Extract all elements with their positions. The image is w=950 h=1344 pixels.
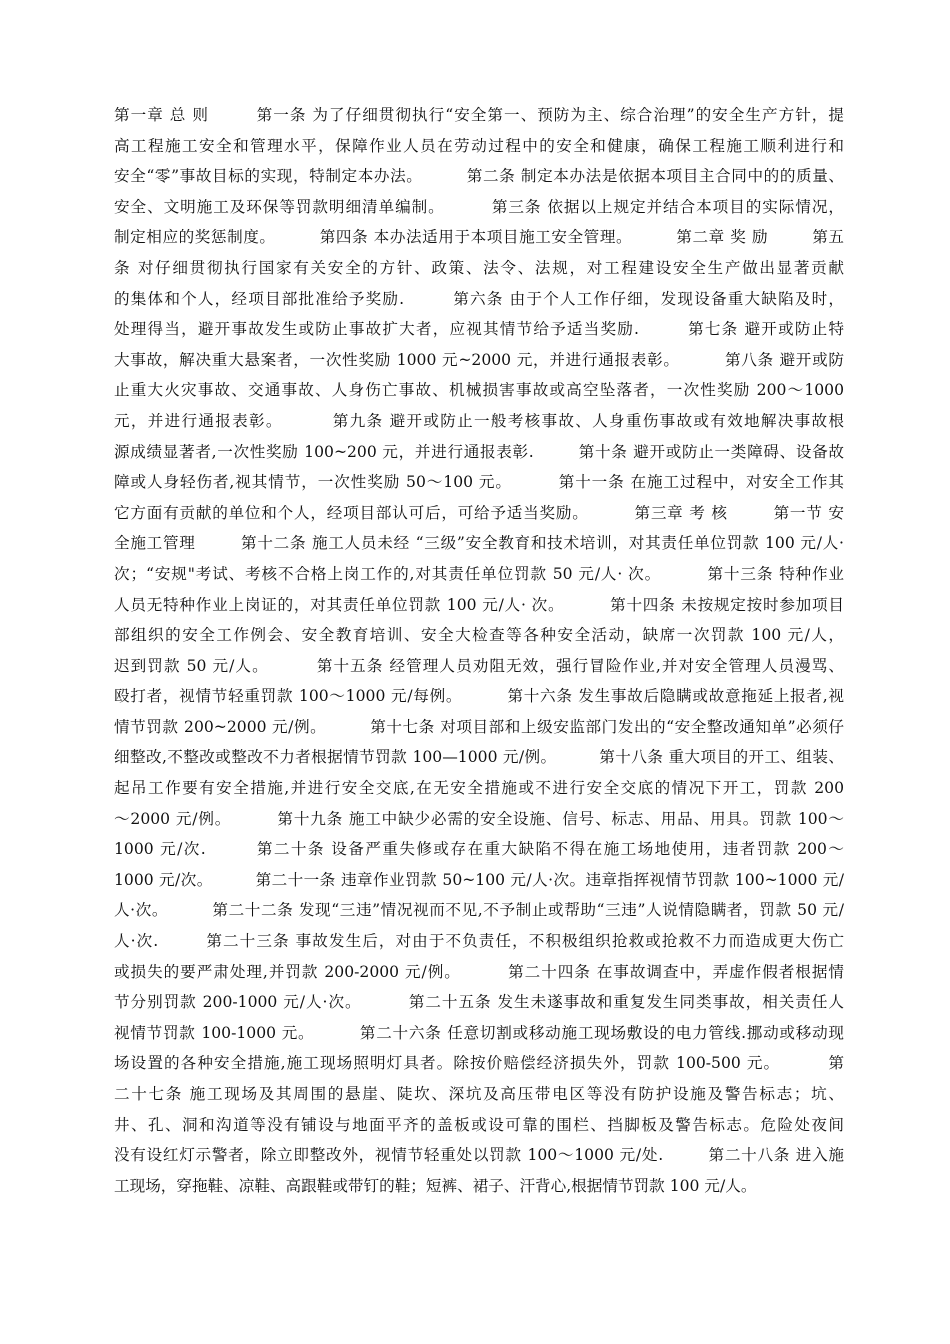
document-text-line: 视情节罚款 100-1000 元。 第二十六条 任意切割或移动施工现场敷设的电力管线.挪动或移动现 [114, 1023, 844, 1042]
document-text-line: 大事故，解决重大悬案者，一次性奖励 1000 元~2000 元，并进行通报表彰。 第八条 避开或防 [114, 350, 844, 369]
document-text-line: 人·次. 第二十三条 事故发生后，对由于不负责任，不积极组织抢救或抢救不力而造成更大伤亡 [114, 932, 844, 951]
document-text-line: 场设置的各种安全措施,施工现场照明灯具者。除按价赔偿经济损失外，罚款 100-500 元。 第 [114, 1054, 844, 1073]
document-body [114, 100, 844, 1201]
document-text-line: 情节罚款 200~2000 元/例。 第十七条 对项目部和上级安监部门发出的“安全整改通知单”必须仔 [114, 717, 844, 736]
document-text-line: 或损失的要严肃处理,并罚款 200-2000 元/例。 第二十四条 在事故调查中，弄虚作假者根据情 [114, 962, 844, 981]
document-text-line: 次；“安规"考试、考核不合格上岗工作的,对其责任单位罚款 50 元/人· 次。 第十三条 特种作业 [114, 564, 844, 583]
document-text-line: ～2000 元/例。 第十九条 施工中缺少必需的安全设施、信号、标志、用品、用具。罚款 100～ [114, 809, 844, 828]
document-text-line: 二十七条 施工现场及其周围的悬崖、陡坎、深坑及高压带电区等没有防护设施及警告标志；坑、 [114, 1085, 844, 1103]
document-text-line: 部组织的安全工作例会、安全教育培训、安全大检查等各种安全活动，缺席一次罚款 100 元/人， [114, 626, 844, 645]
document-text-line: 处理得当，避开事故发生或防止事故扩大者，应视其情节给予适当奖励. 第七条 避开或防止特 [114, 320, 844, 339]
document-text-line: 的集体和个人，经项目部批准给予奖励. 第六条 由于个人工作仔细，发现设备重大缺陷及时， [114, 289, 844, 308]
document-text-line: 节分别罚款 200-1000 元/人·次。 第二十五条 发生未遂事故和重复发生同类事故，相关责任人 [114, 993, 844, 1012]
document-text-line: 起吊工作要有安全措施,并进行安全交底,在无安全措施或不进行安全交底的情况下开工，罚款 200 [114, 779, 844, 798]
document-text-line: 安全“零”事故目标的实现，特制定本办法。 第二条 制定本办法是依据本项目主合同中的的质量、 [114, 167, 844, 186]
document-text-line: 迟到罚款 50 元/人。 第十五条 经管理人员劝阻无效，强行冒险作业,并对安全管理人员漫骂、 [114, 656, 844, 675]
document-text-line: 工现场，穿拖鞋、凉鞋、高跟鞋或带钉的鞋；短裤、裙子、汗背心,根据情节罚款 100 元/人。 [114, 1176, 757, 1195]
document-text-line: 条 对仔细贯彻执行国家有关安全的方针、政策、法令、法规，对工程建设安全生产做出显著贡献 [114, 258, 844, 277]
document-text-line: 1000 元/次。 第二十一条 违章作业罚款 50~100 元/人·次。违章指挥视情节罚款 100~1000 元/ [114, 870, 844, 889]
document-text-line: 1000 元/次. 第二十条 设备严重失修或存在重大缺陷不得在施工场地使用，违者罚款 200～ [114, 840, 844, 859]
document-text-line: 制定相应的奖惩制度。 第四条 本办法适用于本项目施工安全管理。 第二章 奖 励 第五 [114, 228, 844, 247]
document-text-line: 人员无特种作业上岗证的，对其责任单位罚款 100 元/人· 次。 第十四条 未按规定按时参加项目 [114, 595, 844, 614]
document-text-line: 安全、文明施工及环保等罚款明细清单编制。 第三条 依据以上规定并结合本项目的实际情况， [114, 197, 844, 216]
document-text-line: 障或人身轻伤者,视其情节，一次性奖励 50～100 元。 第十一条 在施工过程中，对安全工作其 [114, 473, 844, 492]
document-text-line: 井、孔、洞和沟道等没有铺设与地面平齐的盖板或设可靠的围栏、挡脚板及警告标志。危险处夜间 [114, 1115, 844, 1134]
document-text-line: 元，并进行通报表彰。 第九条 避开或防止一般考核事故、人身重伤事故或有效地解决事故根 [114, 411, 844, 430]
document-text-line: 源成绩显著者,一次性奖励 100~200 元，并进行通报表彰. 第十条 避开或防止一类障碍、设备故 [114, 442, 844, 461]
document-text-line: 细整改,不整改或整改不力者根据情节罚款 100—1000 元/例。 第十八条 重大项目的开工、组装、 [114, 748, 844, 767]
document-text-line: 全施工管理 第十二条 施工人员未经 “三级”安全教育和技术培训，对其责任单位罚款 100 元/人· [114, 534, 844, 553]
document-text-line: 止重大火灾事故、交通事故、人身伤亡事故、机械损害事故或高空坠落者，一次性奖励 200～1000 [114, 381, 844, 400]
document-text-line: 它方面有贡献的单位和个人，经项目部认可后，可给予适当奖励。 第三章 考 核 第一节 安 [114, 503, 844, 522]
document-text-line: 人·次。 第二十二条 发现“三违”情况视而不见,不予制止或帮助“三违”人说情隐瞒者，罚款 50 元/ [114, 901, 844, 920]
document-text-line: 第一章 总 则 第一条 为了仔细贯彻执行“安全第一、预防为主、综合治理”的安全生产方针，提 [114, 106, 844, 124]
document-text-line: 殴打者，视情节轻重罚款 100～1000 元/每例。 第十六条 发生事故后隐瞒或故意拖延上报者,视 [114, 687, 844, 706]
document-text-line: 没有设红灯示警者，除立即整改外，视情节轻重处以罚款 100～1000 元/处. 第二十八条 进入施 [114, 1146, 844, 1165]
document-text-line: 高工程施工安全和管理水平，保障作业人员在劳动过程中的安全和健康，确保工程施工顺利进行和 [114, 136, 844, 155]
